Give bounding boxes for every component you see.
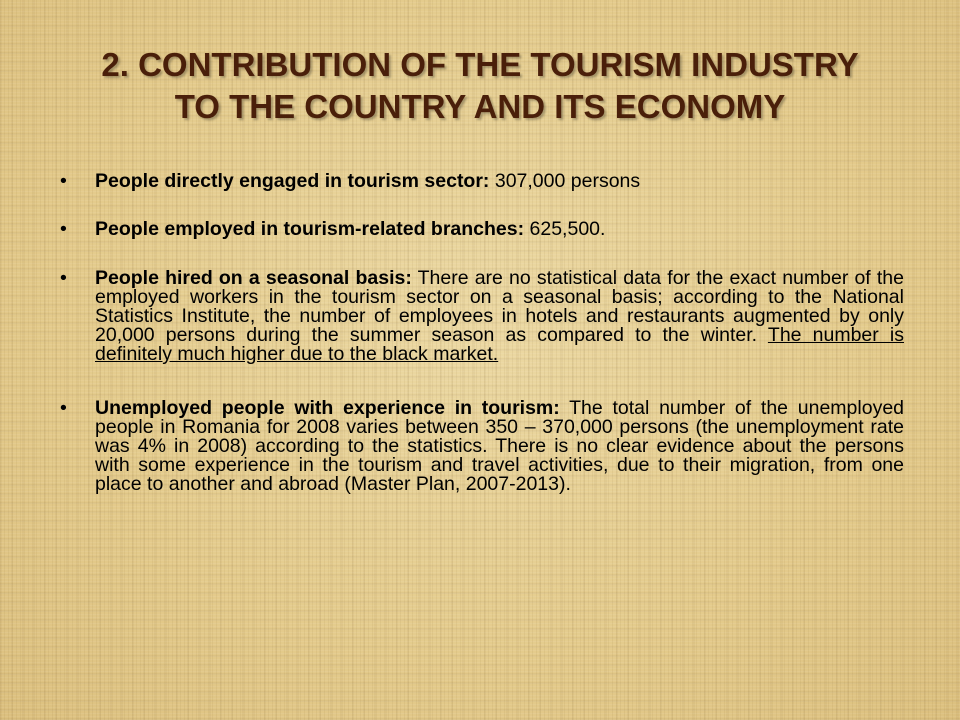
bullet-item-seasonal-hiring xyxy=(60,269,904,364)
bullet-dot-icon: • xyxy=(60,218,67,240)
bullet-text: The total number of the unemployed people in Romania for 2008 varies between 350 – 370,000 persons (the unemployment rate was 4% in 2008) according to the statistics. There is no clear evidence about the persons with some experience in the tourism and travel activities, due to their migration, from one place to another and abroad (Master Plan, 2007-2013). xyxy=(95,397,905,495)
slide-title-line-2: TO THE COUNTRY AND ITS ECONOMY xyxy=(174,88,786,125)
slide-title-line-1: 2. CONTRIBUTION OF THE TOURISM INDUSTRY xyxy=(101,46,859,83)
bullet-item-unemployed-experience xyxy=(60,399,904,494)
bullet-lead: People hired on a seasonal basis: xyxy=(95,267,412,289)
bullet-text: There are no statistical data for the exact number of the employed workers in the tourism sector on a seasonal basis; according to the National Statistics Institute, the number of employees in hotels and restaurants augmented by only 20,000 persons during the summer season as compared to the winter. xyxy=(95,267,904,346)
bullet-item-related-branches xyxy=(60,220,904,239)
bullet-text: 625,500. xyxy=(524,218,606,240)
bullet-lead: Unemployed people with experience in tourism: xyxy=(95,397,560,419)
bullet-lead: People employed in tourism-related branches: xyxy=(95,218,525,240)
bullet-item-direct-employment xyxy=(60,172,904,191)
bullet-dot-icon: • xyxy=(60,170,67,192)
slide-title xyxy=(30,44,930,128)
bullet-list xyxy=(60,172,904,523)
bullet-lead: People directly engaged in tourism sector: xyxy=(95,170,490,192)
bullet-dot-icon: • xyxy=(60,397,67,419)
bullet-underlined-note: The number is definitely much higher due to the black market. xyxy=(95,324,904,365)
bullet-dot-icon: • xyxy=(60,267,67,289)
bullet-text: 307,000 persons xyxy=(489,170,641,192)
